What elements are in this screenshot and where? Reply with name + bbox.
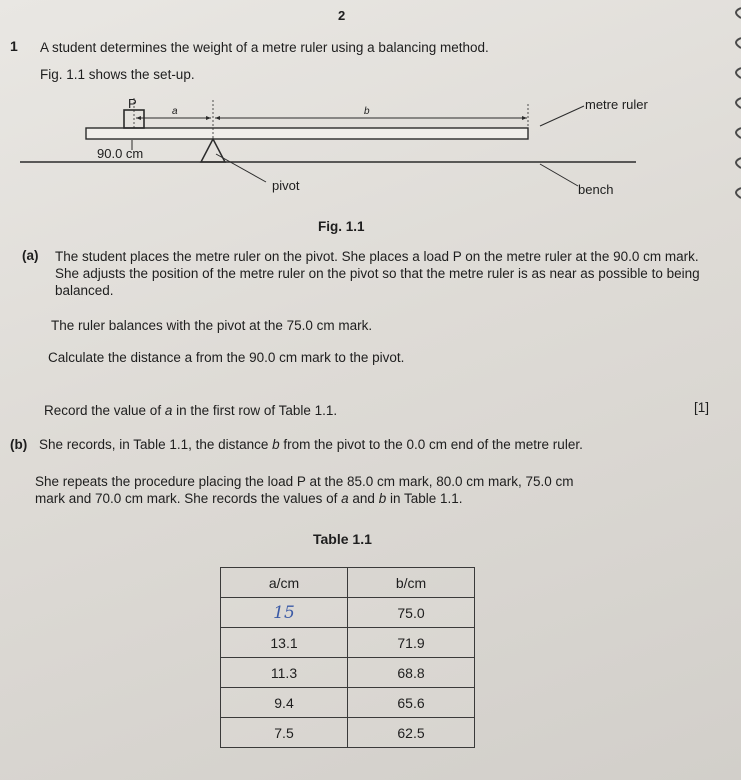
figure-caption: Fig. 1.1	[318, 219, 365, 234]
balance-statement: The ruler balances with the pivot at the 75.0 cm mark.	[51, 318, 373, 333]
calculate-instruction: Calculate the distance a from the 90.0 cm mark to the pivot.	[48, 350, 405, 365]
part-a-label: (a)	[22, 248, 39, 263]
table-row	[221, 598, 475, 628]
cell-a: 11.3	[221, 658, 348, 688]
metre-ruler-bar	[86, 128, 528, 139]
marks-a: [1]	[694, 400, 710, 415]
repeat-procedure-text: She repeats the procedure placing the load P at the 85.0 cm mark, 80.0 cm mark, 75.0 cm mark and 70.0 cm mark. She records the values of a and b in Table 1.1.	[35, 474, 574, 506]
part-b-text: She records, in Table 1.1, the distance b from the pivot to the 0.0 cm end of the metre ruler.	[39, 437, 583, 452]
label-bench: bench	[578, 182, 614, 197]
balancing-setup-diagram	[0, 90, 741, 220]
cell-a: 13.1	[221, 628, 348, 658]
pivot-triangle	[201, 139, 225, 162]
page-number: 2	[338, 8, 346, 23]
cell-b: 71.9	[348, 628, 475, 658]
cell-a: 7.5	[221, 718, 348, 748]
label-metre-ruler: metre ruler	[585, 97, 648, 112]
cell-b: 65.6	[348, 688, 475, 718]
header-a: a/cm	[221, 568, 348, 598]
binder-rings-decoration	[725, 0, 741, 230]
header-b: b/cm	[348, 568, 475, 598]
label-90cm: 90.0 cm	[97, 146, 144, 161]
table-caption: Table 1.1	[313, 531, 372, 547]
cell-b: 75.0	[348, 598, 475, 628]
cell-b: 68.8	[348, 658, 475, 688]
cell-a: 9.4	[221, 688, 348, 718]
question-number: 1	[10, 38, 18, 54]
label-b: b	[364, 106, 370, 117]
question-intro: A student determines the weight of a metre ruler using a balancing method.	[40, 40, 489, 55]
figure-intro: Fig. 1.1 shows the set-up.	[40, 67, 195, 82]
table-row	[221, 718, 475, 748]
table-row	[221, 688, 475, 718]
part-a-text: The student places the metre ruler on the pivot. She places a load P on the metre ruler at the 90.0 cm mark. She adjusts the position of the metre ruler on the pivot so that the metre ruler is as near as possible to being balanced.	[55, 249, 700, 298]
table-row	[221, 628, 475, 658]
cell-b: 62.5	[348, 718, 475, 748]
table-row	[221, 658, 475, 688]
results-table	[220, 567, 475, 748]
record-instruction: Record the value of a in the first row of Table 1.1.	[44, 403, 338, 418]
label-p: P	[128, 96, 137, 111]
table-header-row	[221, 568, 475, 598]
cell-a-handwritten[interactable]: 15	[221, 598, 348, 628]
label-pivot: pivot	[272, 178, 300, 193]
label-a: a	[172, 106, 178, 117]
part-b-label: (b)	[10, 437, 28, 452]
